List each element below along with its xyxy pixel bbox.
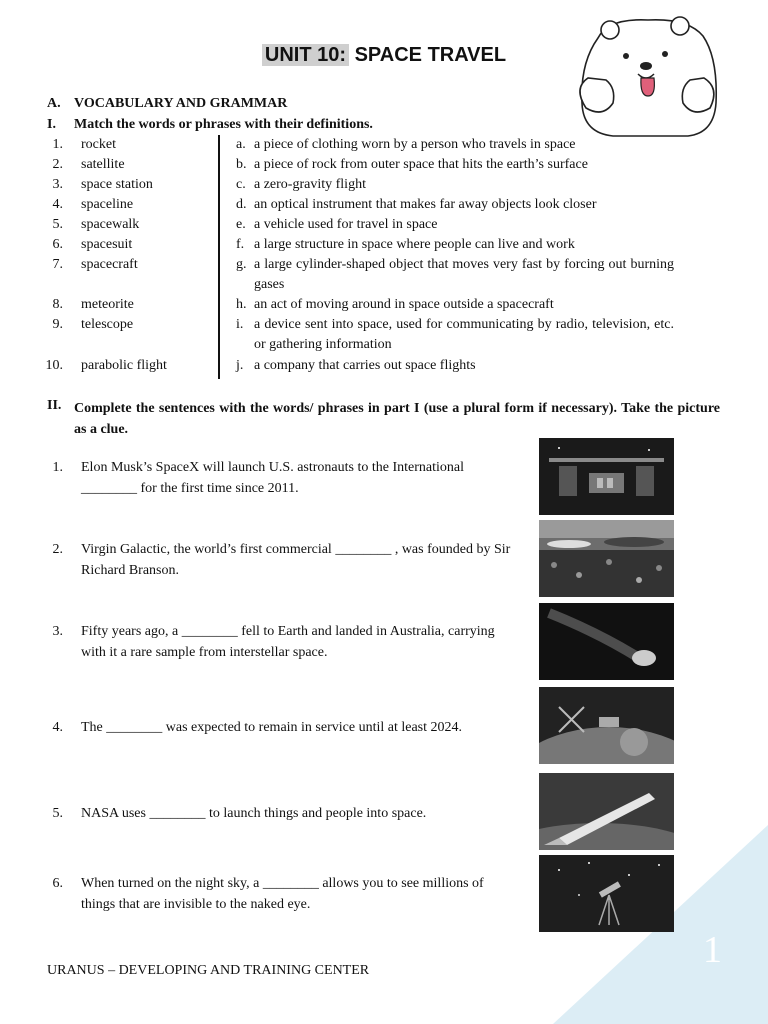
telescope-image [539,855,674,932]
spaceline-crowd-image [539,520,674,597]
column-divider [218,135,220,379]
part1-numeral: I. [47,117,56,132]
section-a-letter: A. [47,96,61,111]
rocket-image [539,773,674,850]
title-highlight: UNIT 10: [262,44,349,66]
polar-bear-icon [568,8,728,138]
meteorite-image [539,603,674,680]
space-station-earth-image [539,687,674,764]
part2-instruction: Complete the sentences with the words/ phrases in part I (use a plural form if necessary). Take the picture as a clue. [74,401,720,437]
space-station-image [539,438,674,515]
page-number: 1 [703,929,722,971]
title-rest: SPACE TRAVEL [349,44,507,66]
page-title [0,44,768,67]
part2-numeral: II. [47,398,62,413]
footer-center-name: URANUS – DEVELOPING AND TRAINING CENTER [47,963,370,978]
part1-instruction: Match the words or phrases with their definitions. [74,117,373,132]
section-a-heading: VOCABULARY AND GRAMMAR [74,96,288,111]
